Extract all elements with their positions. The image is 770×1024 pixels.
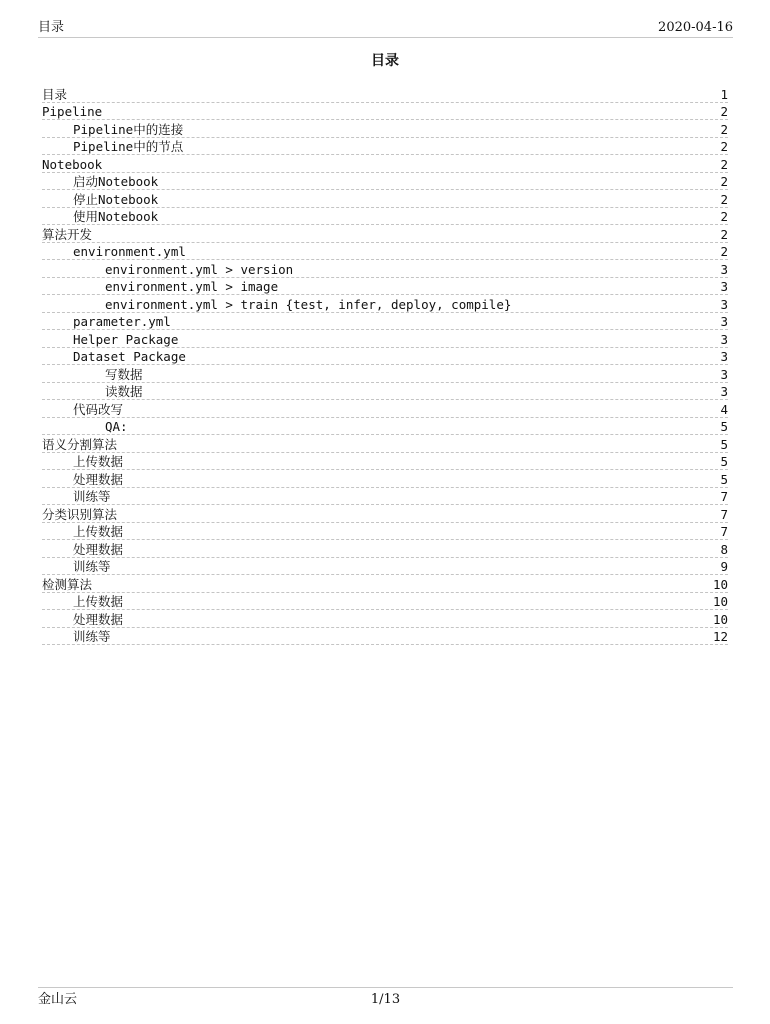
toc-entry[interactable] <box>42 225 728 243</box>
toc-entry-page: 3 <box>720 261 728 277</box>
toc-entry[interactable] <box>42 348 728 366</box>
page-title: 目录 <box>371 53 399 69</box>
toc-entry[interactable] <box>42 488 728 506</box>
toc-entry-page: 10 <box>712 611 728 627</box>
toc-entry[interactable] <box>42 453 728 471</box>
toc-entry-label: Dataset Package <box>73 349 186 364</box>
toc-entry-label: environment.yml > image <box>105 279 279 294</box>
toc-entry[interactable] <box>42 610 728 628</box>
toc-entry-page: 2 <box>720 156 728 172</box>
toc-entry[interactable] <box>42 103 728 121</box>
toc-entry[interactable] <box>42 138 728 156</box>
toc-entry-label: Pipeline中的连接 <box>73 121 184 137</box>
toc-entry-page: 5 <box>720 471 728 487</box>
toc-entry-label: 写数据 <box>105 366 143 382</box>
toc-entry-page: 10 <box>712 594 728 609</box>
toc-entry-page: 2 <box>720 104 728 119</box>
toc-entry-page: 2 <box>720 121 728 137</box>
toc-entry[interactable] <box>42 575 728 593</box>
toc-entry-label: 算法开发 <box>42 226 93 242</box>
toc-entry[interactable] <box>42 313 728 331</box>
toc-entry[interactable] <box>42 190 728 208</box>
toc-entry-label: 训练等 <box>73 559 111 574</box>
toc-entry-label: 停止Notebook <box>73 191 159 207</box>
toc-entry-page: 3 <box>720 331 728 347</box>
toc-entry-label: 上传数据 <box>73 594 124 609</box>
toc-entry-page: 3 <box>720 279 728 294</box>
toc-entry-page: 3 <box>720 349 728 364</box>
toc-entry-page: 8 <box>720 541 728 557</box>
toc-entry[interactable] <box>42 295 728 313</box>
toc-entry[interactable] <box>42 278 728 296</box>
toc-entry-page: 7 <box>720 489 728 504</box>
toc-entry[interactable] <box>42 540 728 558</box>
toc-entry[interactable] <box>42 330 728 348</box>
toc-entry[interactable] <box>42 523 728 541</box>
toc-entry-page: 7 <box>720 506 728 522</box>
toc-entry[interactable] <box>42 365 728 383</box>
toc-entry-label: 训练等 <box>73 629 111 644</box>
toc-entry-label: 处理数据 <box>73 471 124 487</box>
toc-entry[interactable] <box>42 400 728 418</box>
toc-entry-page: 12 <box>712 629 728 644</box>
toc-entry[interactable] <box>42 155 728 173</box>
toc-entry-label: 上传数据 <box>73 454 124 469</box>
toc-entry-label: 语义分割算法 <box>42 436 118 452</box>
header-section-title: 目录 <box>38 20 65 35</box>
toc-entry-label: environment.yml > version <box>105 261 294 277</box>
toc-entry[interactable] <box>42 85 728 103</box>
toc-entry-label: Pipeline中的节点 <box>73 139 184 154</box>
toc-entry-page: 3 <box>720 296 728 312</box>
toc-entry-page: 2 <box>720 191 728 207</box>
toc-entry[interactable] <box>42 173 728 191</box>
toc-entry-page: 2 <box>720 139 728 154</box>
toc-entry[interactable] <box>42 593 728 611</box>
toc-entry-label: environment.yml <box>73 244 186 259</box>
toc-entry-page: 7 <box>720 524 728 539</box>
toc-entry[interactable] <box>42 435 728 453</box>
toc-entry-label: parameter.yml <box>73 314 171 329</box>
page-footer <box>38 987 733 1008</box>
toc-entry-label: QA: <box>105 419 128 434</box>
header-date: 2020-04-16 <box>658 20 733 35</box>
toc-entry-page: 9 <box>720 559 728 574</box>
toc-entry[interactable] <box>42 628 728 646</box>
toc-entry-label: environment.yml > train {test, infer, deploy, compile} <box>105 296 512 312</box>
toc-entry-page: 5 <box>720 419 728 434</box>
toc-entry-page: 5 <box>720 454 728 469</box>
toc-entry-page: 2 <box>720 174 728 189</box>
toc-entry-label: Notebook <box>42 156 103 172</box>
toc-entry[interactable] <box>42 418 728 436</box>
toc-entry[interactable] <box>42 120 728 138</box>
toc-entry-label: 代码改写 <box>73 401 124 417</box>
table-of-contents <box>42 85 728 645</box>
page-header <box>38 18 733 38</box>
toc-entry[interactable] <box>42 243 728 261</box>
toc-entry[interactable] <box>42 260 728 278</box>
toc-entry[interactable] <box>42 470 728 488</box>
toc-entry-label: 检测算法 <box>42 576 93 592</box>
toc-entry-label: 启动Notebook <box>73 174 159 189</box>
toc-entry-label: 处理数据 <box>73 611 124 627</box>
toc-entry-label: 目录 <box>42 86 68 102</box>
footer-company: 金山云 <box>38 992 78 1007</box>
toc-entry-page: 2 <box>720 226 728 242</box>
toc-entry-label: 分类识别算法 <box>42 506 118 522</box>
toc-entry-label: 读数据 <box>105 384 143 399</box>
toc-entry-label: Pipeline <box>42 104 103 119</box>
toc-entry-label: 训练等 <box>73 489 111 504</box>
toc-entry-page: 3 <box>720 314 728 329</box>
toc-entry[interactable] <box>42 505 728 523</box>
toc-entry-page: 2 <box>720 209 728 224</box>
toc-entry-page: 3 <box>720 366 728 382</box>
toc-entry[interactable] <box>42 383 728 401</box>
footer-page-number: 1/13 <box>370 992 401 1007</box>
toc-entry-page: 3 <box>720 384 728 399</box>
toc-entry-page: 1 <box>720 86 728 102</box>
toc-entry-page: 2 <box>720 244 728 259</box>
toc-entry-page: 10 <box>712 576 728 592</box>
toc-entry-label: 处理数据 <box>73 541 124 557</box>
toc-entry[interactable] <box>42 208 728 226</box>
toc-entry-label: 使用Notebook <box>73 209 159 224</box>
toc-entry-page: 4 <box>720 401 728 417</box>
toc-entry-page: 5 <box>720 436 728 452</box>
toc-entry-label: Helper Package <box>73 331 179 347</box>
toc-entry[interactable] <box>42 558 728 576</box>
toc-entry-label: 上传数据 <box>73 524 124 539</box>
